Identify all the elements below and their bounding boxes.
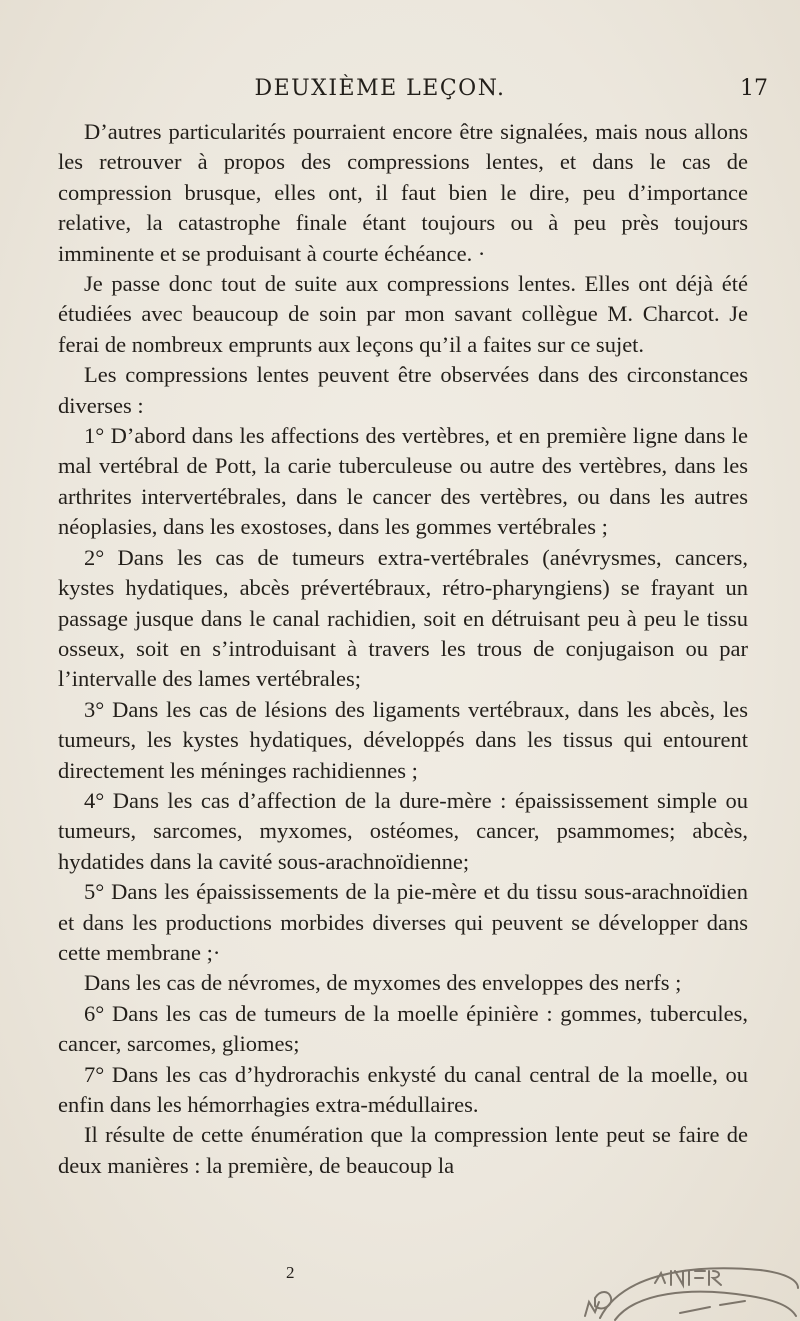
running-title: DEUXIÈME LEÇON. <box>254 76 506 101</box>
paragraph-4: 1° D’abord dans les affections des vertèbres, et en première ligne dans le mal vertébral de Pott, la carie tuberculeuse ou autre des vertèbres, dans les arthrites intervertébrales, dans le cancer des vertèbres, ou dans les autres néoplasies, dans les exostoses, dans les gommes vertébrales ; <box>58 423 748 540</box>
paragraph-1: D’autres particularités pourraient encore être signalées, mais nous allons les retrouver à propos des compressions lentes, et dans le cas de compression brusque, elles ont, il faut bien le dire, peu d’importance relative, la catastrophe finale étant toujours ou à peu près toujours imminente et se produisant à courte échéance. · <box>58 119 748 266</box>
body-text <box>58 117 748 1181</box>
paragraph-10: 6° Dans les cas de tumeurs de la moelle épinière : gommes, tubercules, cancer, sarcomes, gliomes; <box>58 1000 748 1057</box>
paragraph-11: 7° Dans les cas d’hydrorachis enkysté du canal central de la moelle, ou enfin dans les hémorrhagies extra-médullaires. <box>58 1061 748 1117</box>
paragraph-5: 2° Dans les cas de tumeurs extra-vertébrales (anévrysmes, cancers, kystes hydatiques, abcès prévertébraux, rétro-pharyngiens) se frayant un passage jusque dans le canal rachidien, soit en détruisant peu à peu le tissu osseux, soit en s’introduisant à travers les trous de conjugaison ou par l’intervalle des lames vertébrales; <box>58 544 748 692</box>
page-number: 17 <box>740 76 768 101</box>
paragraph-7: 4° Dans les cas d’affection de la dure-mère : épaississement simple ou tumeurs, sarcomes, myxomes, ostéomes, cancer, psammomes; abcès, hydatides dans la cavité sous-arachnoïdienne; <box>58 787 748 874</box>
paragraph-2: Je passe donc tout de suite aux compressions lentes. Elles ont déjà été étudiées avec beaucoup de soin par mon savant collègue M. Charcot. Je ferai de nombreux emprunts aux leçons qu’il a faites sur ce sujet. <box>58 271 748 357</box>
page-header <box>0 76 800 110</box>
paragraph-9: Dans les cas de névromes, de myxomes des enveloppes des nerfs ; <box>84 970 682 996</box>
library-stamp-icon <box>560 1258 800 1321</box>
signature-number: 2 <box>286 1263 295 1282</box>
paragraph-3: Les compressions lentes peuvent être observées dans des circonstances diverses : <box>58 362 748 418</box>
paragraph-8: 5° Dans les épaississements de la pie-mère et du tissu sous-arachnoïdien et dans les productions morbides diverses qui peuvent se développer dans cette membrane ;· <box>58 879 748 965</box>
paragraph-12: Il résulte de cette énumération que la compression lente peut se faire de deux manières : la première, de beaucoup la <box>58 1122 748 1178</box>
paragraph-6: 3° Dans les cas de lésions des ligaments vertébraux, dans les abcès, les tumeurs, les kystes hydatiques, développés dans les tissus qui entourent directement les méninges rachidiennes ; <box>58 696 748 783</box>
